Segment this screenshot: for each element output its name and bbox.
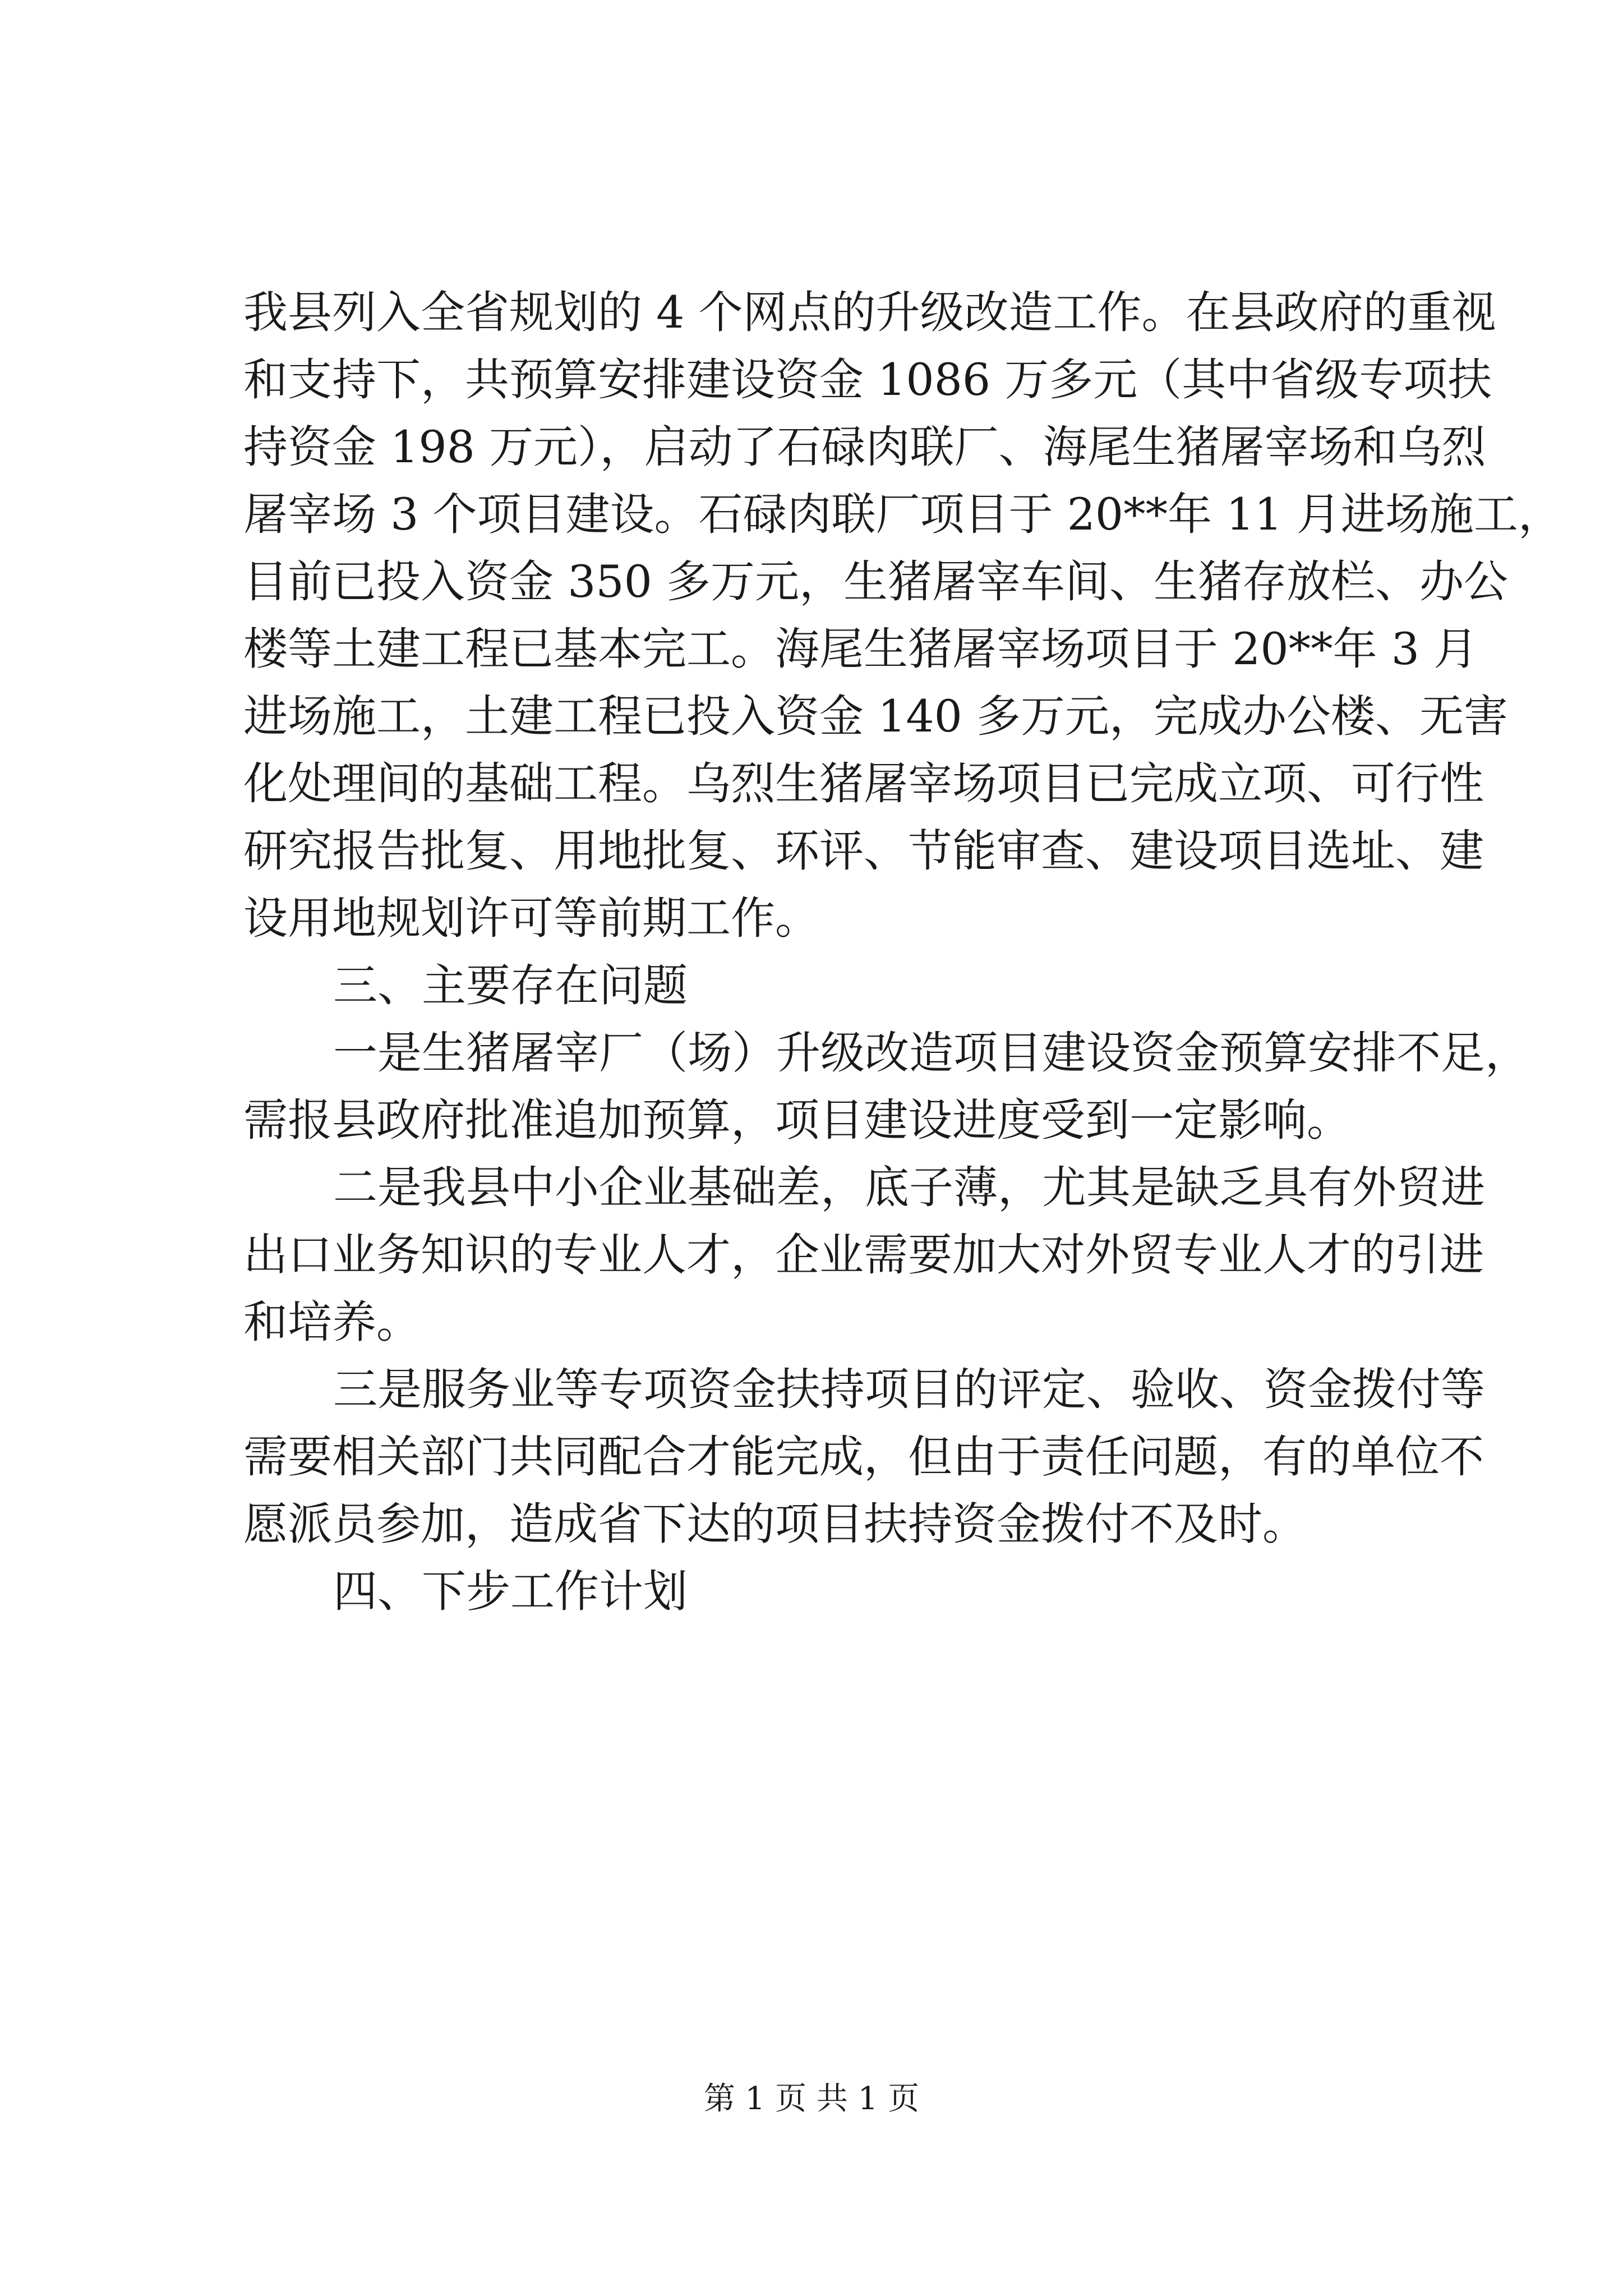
text-line: 和培养。 — [243, 1296, 421, 1348]
text-line: 和支持下，共预算安排建设资金 1086 万多元（其中省级专项扶 — [243, 354, 1492, 406]
text-line: 化处理间的基础工程。乌烈生猪屠宰场项目已完成立项、可行性 — [243, 758, 1484, 809]
text-line: 出口业务知识的专业人才，企业需要加大对外贸专业人才的引进 — [243, 1229, 1484, 1281]
text-line: 我县列入全省规划的 4 个网点的升级改造工作。在县政府的重视 — [243, 287, 1496, 338]
text-line: 目前已投入资金 350 多万元，生猪屠宰车间、生猪存放栏、办公 — [243, 556, 1509, 608]
text-line: 需要相关部门共同配合才能完成，但由于责任问题，有的单位不 — [243, 1431, 1484, 1483]
text-line: 屠宰场 3 个项目建设。石碌肉联厂项目于 20**年 11 月进场施工， — [243, 489, 1562, 540]
text-line: 进场施工，土建工程已投入资金 140 多万元，完成办公楼、无害 — [243, 691, 1509, 742]
text-line: 研究报告批复、用地批复、环评、节能审查、建设项目选址、建 — [243, 825, 1484, 877]
text-line: 愿派员参加，造成省下达的项目扶持资金拨付不及时。 — [243, 1498, 1307, 1550]
section-heading-problems: 三、主要存在问题 — [333, 960, 688, 1011]
text-line: 一是生猪屠宰厂（场）升级改造项目建设资金预算安排不足， — [333, 1027, 1529, 1079]
text-line: 三是服务业等专项资金扶持项目的评定、验收、资金拨付等 — [333, 1364, 1485, 1415]
text-line: 持资金 198 万元），启动了石碌肉联厂、海尾生猪屠宰场和乌烈 — [243, 421, 1486, 473]
text-line: 需报县政府批准追加预算，项目建设进度受到一定影响。 — [243, 1094, 1351, 1146]
text-line: 设用地规划许可等前期工作。 — [243, 892, 819, 944]
text-line: 楼等土建工程已基本完工。海尾生猪屠宰场项目于 20**年 3 月 — [243, 623, 1478, 675]
page-number-footer: 第 1 页 共 1 页 — [703, 2081, 920, 2117]
text-line: 二是我县中小企业基础差，底子薄，尤其是缺乏具有外贸进 — [333, 1162, 1485, 1213]
section-heading-plan: 四、下步工作计划 — [333, 1566, 688, 1617]
